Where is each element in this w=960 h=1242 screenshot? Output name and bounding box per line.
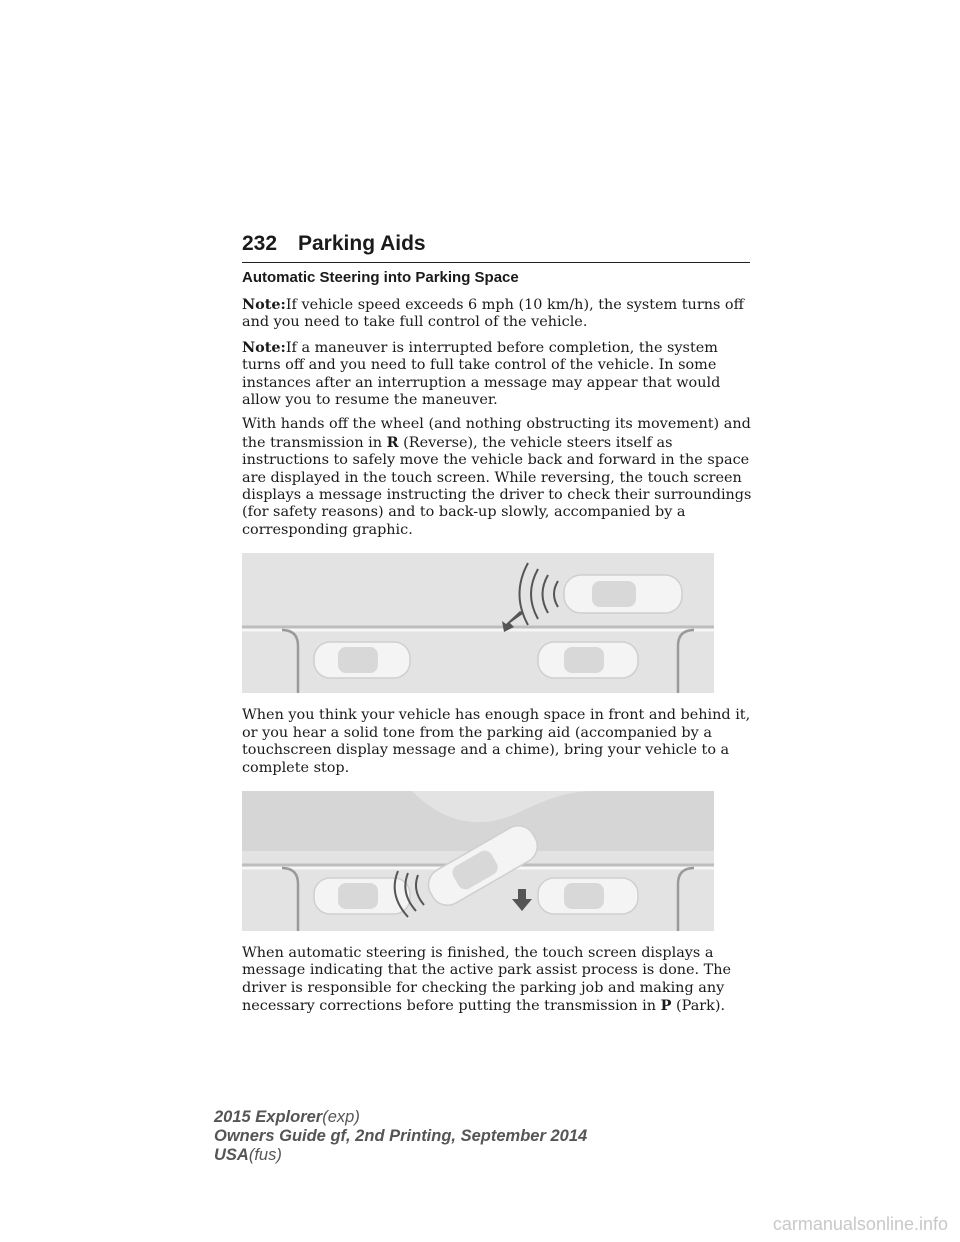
note-text: If vehicle speed exceeds 6 mph (10 km/h), the system turns off and you need to take full control of the vehicle. — [242, 297, 744, 331]
note-label: Note: — [242, 296, 286, 313]
paragraph-reverse: With hands off the wheel (and nothing obstructing its movement) and the transmission in R (Reverse), the vehicle steers itself as instructions to safely move the vehicle back and forward in the space are displayed in the touch screen. While reversing, the touch screen displays a message instructing the driver to check their surroundings (for safety reasons) and to back-up slowly, accompanied by a corresponding graphic. — [242, 416, 752, 538]
footer-line-model: 2015 Explorer(exp) — [214, 1108, 360, 1126]
page-header — [242, 232, 750, 263]
footer — [214, 1108, 587, 1165]
note-text: If a maneuver is interrupted before completion, the system turns off and you need to full take control of the vehicle. In some instances after an interruption a message may appear that would allow you to resume the maneuver. — [242, 339, 721, 409]
gear-r: R — [386, 433, 399, 451]
note-speed — [242, 296, 754, 332]
footer-line-guide: Owners Guide gf, 2nd Printing, September 2014 — [214, 1127, 588, 1145]
gear-p: P — [660, 997, 672, 1015]
paragraph-stop: When you think your vehicle has enough space in front and behind it, or you hear a solid tone from the parking aid (accompanied by a touchscreen display message and a chime), bring your vehicle to a complete stop. — [242, 707, 751, 776]
note-label: Note: — [242, 338, 286, 356]
page-number: 232 — [242, 232, 278, 255]
figure-reversing-illustration — [242, 553, 714, 693]
main-content — [242, 269, 754, 1023]
section-title: Parking Aids — [298, 232, 426, 255]
parked-car-icon — [538, 642, 638, 678]
figure-steering-illustration — [242, 791, 714, 931]
footer-line-region: USA(fus) — [214, 1146, 282, 1164]
watermark: carmanualsonline.info — [772, 1214, 948, 1234]
paragraph-finished: When automatic steering is finished, the touch screen displays a message indicating that the active park assist process is done. The driver is responsible for checking the parking job and making any necessary corrections before putting the transmission in P (Park). — [242, 944, 732, 1015]
vehicle-icon — [564, 575, 682, 613]
parked-car-icon — [314, 642, 410, 678]
note-interrupt — [242, 339, 754, 410]
parked-car-icon — [538, 878, 638, 914]
subheading: Automatic Steering into Parking Space — [242, 269, 519, 286]
